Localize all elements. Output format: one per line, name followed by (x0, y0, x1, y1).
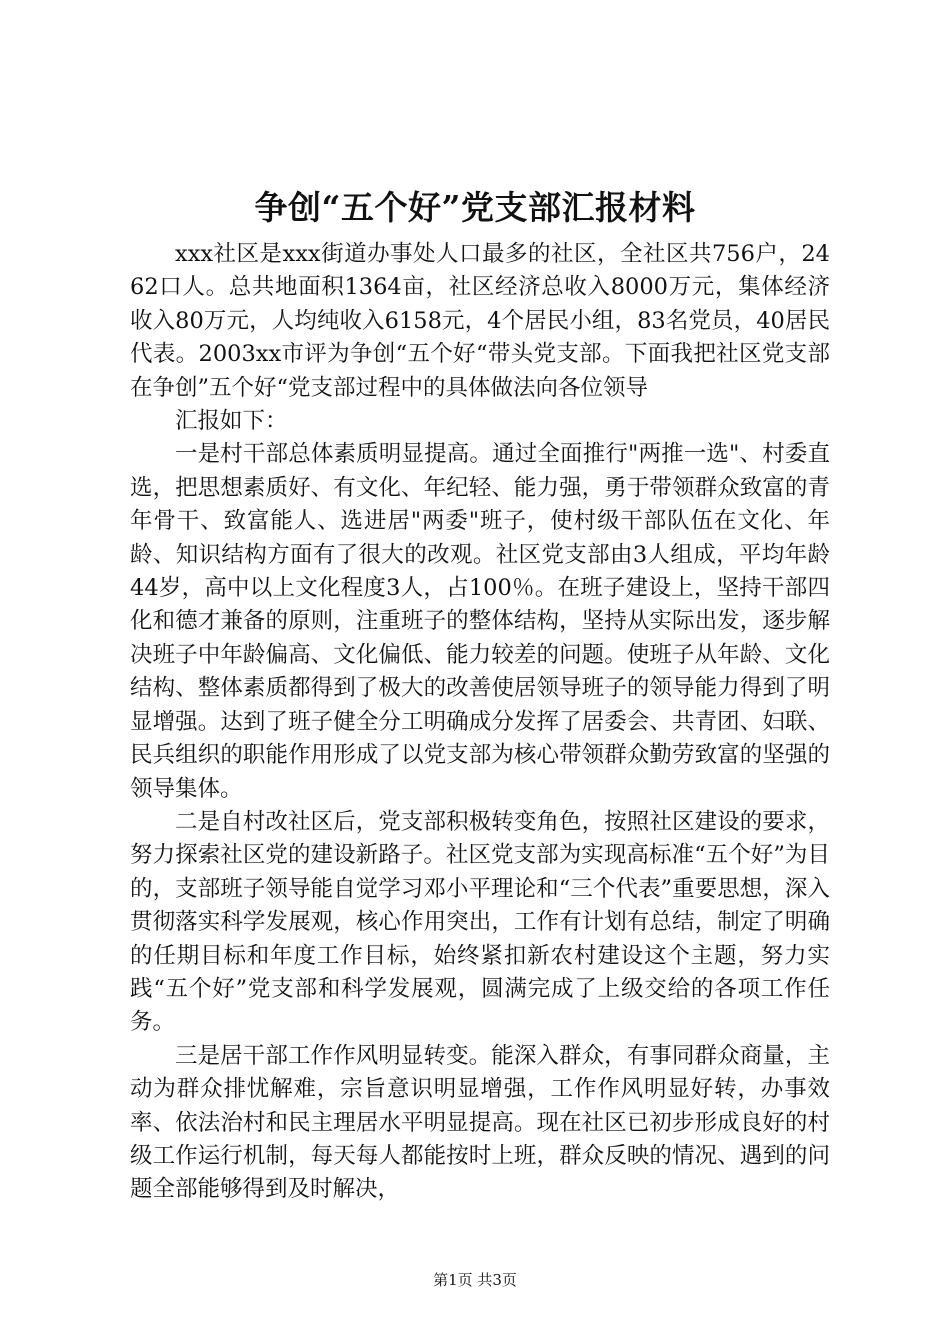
paragraph-intro: xxx社区是xxx街道办事处人口最多的社区，全社区共756户，2462口人。总共地面积1364亩，社区经济总收入8000万元，集体经济收入80万元，人均纯收入6158元，4个居民小组，83名党员，40居民代表。2003xx市评为争创“五个好“带头党支部。下面我把社区党支部在争创”五个好“党支部过程中的具体做法向各位领导 (130, 241, 830, 401)
document-title: 争创“五个好”党支部汇报材料 (254, 188, 696, 227)
page-number-footer: 第1页 共3页 (433, 1271, 517, 1289)
paragraph-point-two: 二是自村改社区后，党支部积极转变角色，按照社区建设的要求，努力探索社区党的建设新路子。社区党支部为实现高标准“五个好”为目的，支部班子领导能自觉学习邓小平理论和“三个代表”重要思想，深入贯彻落实科学发展观，核心作用突出，工作有计划有总结，制定了明确的任期目标和年度工作目标，始终紧扣新农村建设这个主题，努力实践“五个好”党支部和科学发展观，圆满完成了上级交给的各项工作任务。 (130, 808, 830, 1036)
paragraph-report-lead: 汇报如下： (175, 408, 288, 435)
document-body (130, 238, 830, 1207)
paragraph-point-three: 三是居干部工作作风明显转变。能深入群众，有事同群众商量，主动为群众排忧解难，宗旨意识明显增强，工作作风明显好转，办事效率、依法治村和民主理居水平明显提高。现在社区已初步形成良好的村级工作运行机制，每天每人都能按时上班，群众反映的情况、遇到的问题全部能够得到及时解决， (130, 1042, 830, 1203)
paragraph-point-one: 一是村干部总体素质明显提高。通过全面推行"两推一选"、村委直选，把思想素质好、有文化、年纪轻、能力强，勇于带领群众致富的青年骨干、致富能人、选进居"两委"班子，使村级干部队伍在文化、年龄、知识结构方面有了很大的改观。社区党支部由3人组成，平均年龄44岁，高中以上文化程度3人，占100％。在班子建设上，坚持干部四化和德才兼备的原则，注重班子的整体结构，坚持从实际出发，逐步解决班子中年龄偏高、文化偏低、能力较差的问题。使班子从年龄、文化结构、整体素质都得到了极大的改善使居领导班子的领导能力得到了明显增强。达到了班子健全分工明确成分发挥了居委会、共青团、妇联、民兵组织的职能作用形成了以党支部为核心带领群众勤劳致富的坚强的领导集体。 (130, 441, 830, 802)
